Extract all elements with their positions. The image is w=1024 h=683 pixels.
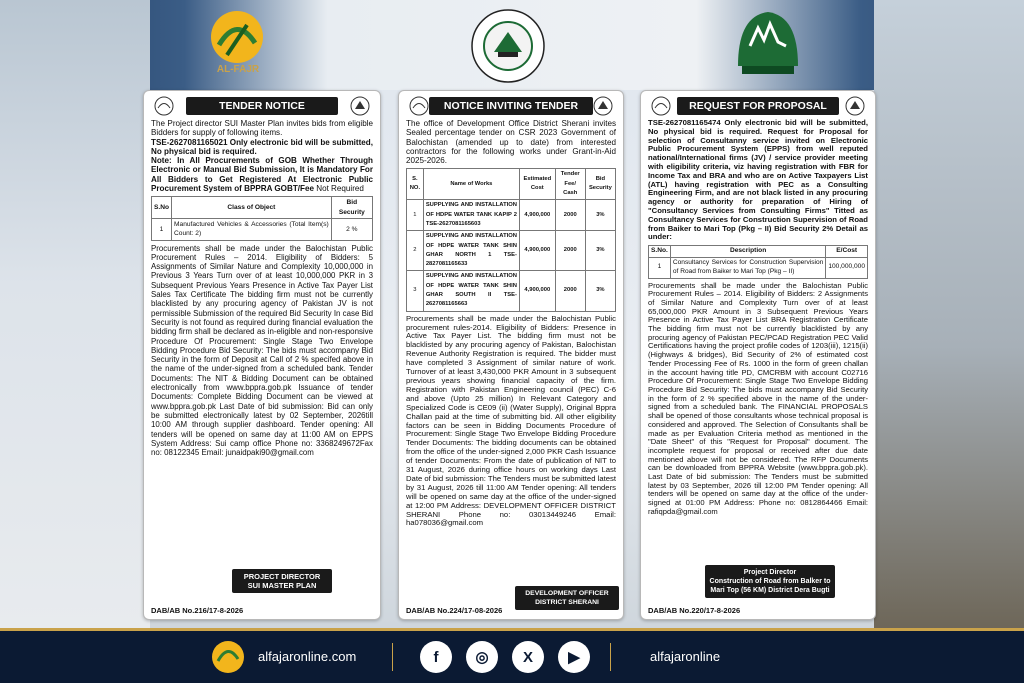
nit-ref: DAB/AB No.224/17-08-2026 <box>406 606 503 615</box>
table-row: 1 SUPPLYING AND INSTALLATION OF HDPE WATER TANK KAPIP 2 TSE-2627081165603 4,900,000 2000 3% <box>407 200 616 231</box>
notice-inviting-tender-panel <box>398 90 624 620</box>
rfp-body: Procurements shall be made under the Balochistan Public Procurement Rules – 2014. Eligibility of Bidders: 2 Assignments of Similar Nature and Complexity Turn over of at least 65,000,000 PKR Amount in 3 Subsequent Previous Years Presence in Active Tax Payer List BRA Registration Certificate The bidding firm must not be currently blacklisted by any procuring agency of Pakistan PEC/PCAD Registration PEC Valid Certifications having the project profile codes of 1203(iii), 1215(ii) (Highways & bridges), Bid Security of 2% of estimated cost Tender Processing Fee of Rs. 1000 in the form of green challan in the account having title PD, CMCRBM with account C02716 Procedure Of Procurement: Single Stage Two Envelope Bidding Procedure Bid Security: The bids must accompany Bid Security in the form of 2 % specified above in the name of the under-signed from a scheduled bank. The FINANCIAL PROPOSALS shall be opened of those consultants whose technical proposal is considered and approved. The Selection of Consultants shall be made as per Evaluation Criteria method as mentioned in the "Date Sheet" of this "Request for Proposal" document. The incomplete request for proposal or received after due date mentioned above will not be considered. The RFP Documents can be downloaded from BPPRA Website (www.bppra.gob.pk). Last Date of bid submission: The Tenders must be submitted latest by 03 September, 2026 till 12:00 PM Tender opening: All tenders will be opened on same day at the office of the under-signed at 01:00 PM Address: Phone no: 0812864466 Email: rafiqpda@gmail.com <box>648 280 868 516</box>
nit-table <box>406 168 616 311</box>
youtube-icon[interactable]: ▶ <box>558 641 590 673</box>
tender-notice-table <box>151 196 373 240</box>
al-fajr-footer-logo-icon <box>208 637 248 677</box>
rfp-intro: TSE-2627081165474 Only electronic bid will be submitted, No physical bid is required. Request for Proposal for selection of Consultanny service invited on Electronic Public Procurement System (EPPS) from well reputed national/International firms (JV) / service provider meeting with eligibility criteria, viz having registration with FBR for Income Tax and BRA and who are on Active Taxpayers List (ATL) having registration with PEC as a Consulting Engineering Firm, and are not black listed in any procuring agency or authority for preparation of Hiring of "Consultancy Services from Consulting Firms" Titted as Consultancy Services for Construction Supervision of Road from Baiker to Mari Top (Pkg – II) Bid Security 2% Detail as under: <box>648 118 868 242</box>
balochistan-government-emblem-icon <box>728 6 808 86</box>
al-fajr-logo-text: AL-FAJR <box>216 64 260 75</box>
left-background-bridge <box>0 0 150 630</box>
footer-bar <box>0 628 1024 683</box>
gob-seal-icon <box>407 95 431 117</box>
tender-notice-title: TENDER NOTICE <box>186 97 338 115</box>
tender-notice-tse: TSE-2627081165021 Only electronic bid will be submitted, No physical bid is required. <box>151 137 373 156</box>
footer-website-right[interactable]: alfajaronline <box>650 649 721 664</box>
tender-notice-signature: PROJECT DIRECTOR SUI MASTER PLAN <box>232 569 332 593</box>
table-header: Description <box>670 246 825 258</box>
table-header: Class of Object <box>172 197 332 219</box>
dpr-seal-icon <box>591 95 615 117</box>
table-header: Name of Works <box>423 169 519 200</box>
tender-notice-body: Procurements shall be made under the Balochistan Public Procurement Rules – 2014. Eligibility of Bidders: 5 Assignments of Similar Nature and Complexity 10,000,000 in Previous 3 Years Turn over of at least 10,000,000 PKR in 3 Subsequent Previous Years Presence in Active Tax Payer List Sales Tax Certificate The bidding firm must not be currently blacklisted by any procuring agency of Pakistan JV is not permissible Submission of the required Bid Security In case Bid Security is not found as required during financial evaluation the bidding firm shall be declared as in-eligible and non-responsive Procedure Of Procurement: Single Stage Two Envelope Bidding Procedure Bid Security: The bids must accompany Bid Security in the form of Deposit at Call of 2 % specifed above in the name of the under-signed from a scheduled bank. Tender Documents: The NIT & Bidding Document can be obtained electronically from www.bppra.gob.pk Issuance of tender Documents: Complete Bidding Document can be viewed at www.bppra.gob.pk Last Date of bid submission: Bid can only be submitted electronically latest by 02 September, 2026till 10:00 AM through supplier dashboard. Tender opening: All tenders will be opened on same day at 11:00 AM on EPPS System Address: Sui camp office Phone no: 3368249672Fax no: 08122345 Email: junaidpaki90@gmail.com <box>151 243 373 458</box>
table-header: E/Cost <box>826 246 868 258</box>
table-header: Bid Security <box>585 169 615 200</box>
tender-notice-note: Note: In All Procurements of GOB Whether Through Electronic or Manual Bid Submission, It is Mandatory For All Bidders to Get Registered At Electronic Public Procurement System of BPPRA GOBT/Fee <box>151 156 373 194</box>
dpr-balochistan-seal-icon <box>468 6 548 86</box>
table-header: S. NO. <box>407 169 424 200</box>
x-icon[interactable]: X <box>512 641 544 673</box>
table-row: 1 Consultancy Services for Construction Supervision of Road from Baiker to Mari Top (Pkg – II) 100,000,000 <box>649 257 868 278</box>
table-row: 1 Manufactured Vehicles & Accessories (Total Item(s) Count: 2) 2 % <box>152 218 373 240</box>
table-header: Estimated Cost <box>519 169 555 200</box>
table-header: Tender Fee/ Cash <box>555 169 585 200</box>
gob-seal-icon <box>649 95 673 117</box>
facebook-icon[interactable]: f <box>420 641 452 673</box>
footer-website-left[interactable]: alfajaronline.com <box>258 649 357 664</box>
rfp-table <box>648 245 868 278</box>
nit-signature: DEVELOPMENT OFFICER DISTRICT SHERANI <box>515 586 619 610</box>
table-header: S.No. <box>649 246 671 258</box>
footer-divider <box>610 643 611 671</box>
rfp-title: REQUEST FOR PROPOSAL <box>677 97 839 115</box>
nit-body: Procurements shall be made under the Balochistan Public procurement rules-2014. Eligibility of Bidders: Presence in Active Tax Payer List. The bidding firm must not be blacklisted by any procuring agency of Pakistan, Balochistan Revenue Authority Registration is required. The bidder must have completed 3 Assignment of similar nature of work. Turnover of at least 3,430,000 PKR Amount in 3 subsequent previous years showing financial capacity of the firm. Registration with Pakistan Engineering council (PEC) C-6 and above (Upto 25 million) In Relevant Category and Specialized Code is CE09 (ii) (Water Supply), Original Bppra Challan paid at the time of submitting bid. All other eligibility factors can be seen in Bidding Documents Procedure of Procurement: Single Stage Two Envelope Bidding Procedure Tender Documents: The bidding documents can be obtained from the office of the under-signed 2,000 PKR Cash Issuance of tender Documents: From the date of publication of NIT to 31 August, 2026 during office hours on working days Last Date of bid submission: The Tenders must be submitted latest by 31 August, 2026 till 11:00 AM Tender opening: All tenders will be opened on same day at the office of the under-signed at 12:00 PM Address: DEVELOPMENT OFFICER DISTRICT SHERANI Phone no: 03013449246 Email: ha078036@gmail.com <box>406 313 616 528</box>
table-header: S.No <box>152 197 172 219</box>
nit-intro: The office of Development Office District Sherani invites Sealed percentage tender on CSR 2023 Government of Balochistan (amended up to date) from interested contractors for the following works under Grant-in-Aid 2025-2026. <box>406 119 616 166</box>
dpr-seal-icon <box>843 95 867 117</box>
table-row: 3 SUPPLYING AND INSTALLATION OF HDPE WATER TANK SHIN GHAR SOUTH II TSE-2627081165663 4,900,000 2000 3% <box>407 271 616 311</box>
instagram-icon[interactable]: ◎ <box>466 641 498 673</box>
footer-divider <box>392 643 393 671</box>
notice-inviting-tender-title: NOTICE INVITING TENDER <box>429 97 593 115</box>
tender-notice-panel <box>143 90 381 620</box>
tender-notice-note-tail: Not Required <box>313 184 364 194</box>
gob-seal-icon <box>152 95 176 117</box>
table-header: Bid Security <box>331 197 372 219</box>
right-background-road <box>874 0 1024 630</box>
request-for-proposal-panel <box>640 90 876 620</box>
tender-notice-intro: The Project director SUI Master Plan invites bids from eligible Bidders for supply of following items. <box>151 119 373 138</box>
rfp-signature: Project Director Construction of Road from Balker to Mari Top (56 KM) District Dera Bugti <box>705 565 835 598</box>
tender-notice-ref: DAB/AB No.216/17-8-2026 <box>151 606 244 615</box>
table-row: 2 SUPPLYING AND INSTALLATION OF HDPE WATER TANK SHIN GHAR NORTH 1 TSE-2827081165633 4,900,000 2000 3% <box>407 231 616 271</box>
dpr-seal-icon <box>348 95 372 117</box>
rfp-ref: DAB/AB No.220/17-8-2026 <box>648 606 741 615</box>
